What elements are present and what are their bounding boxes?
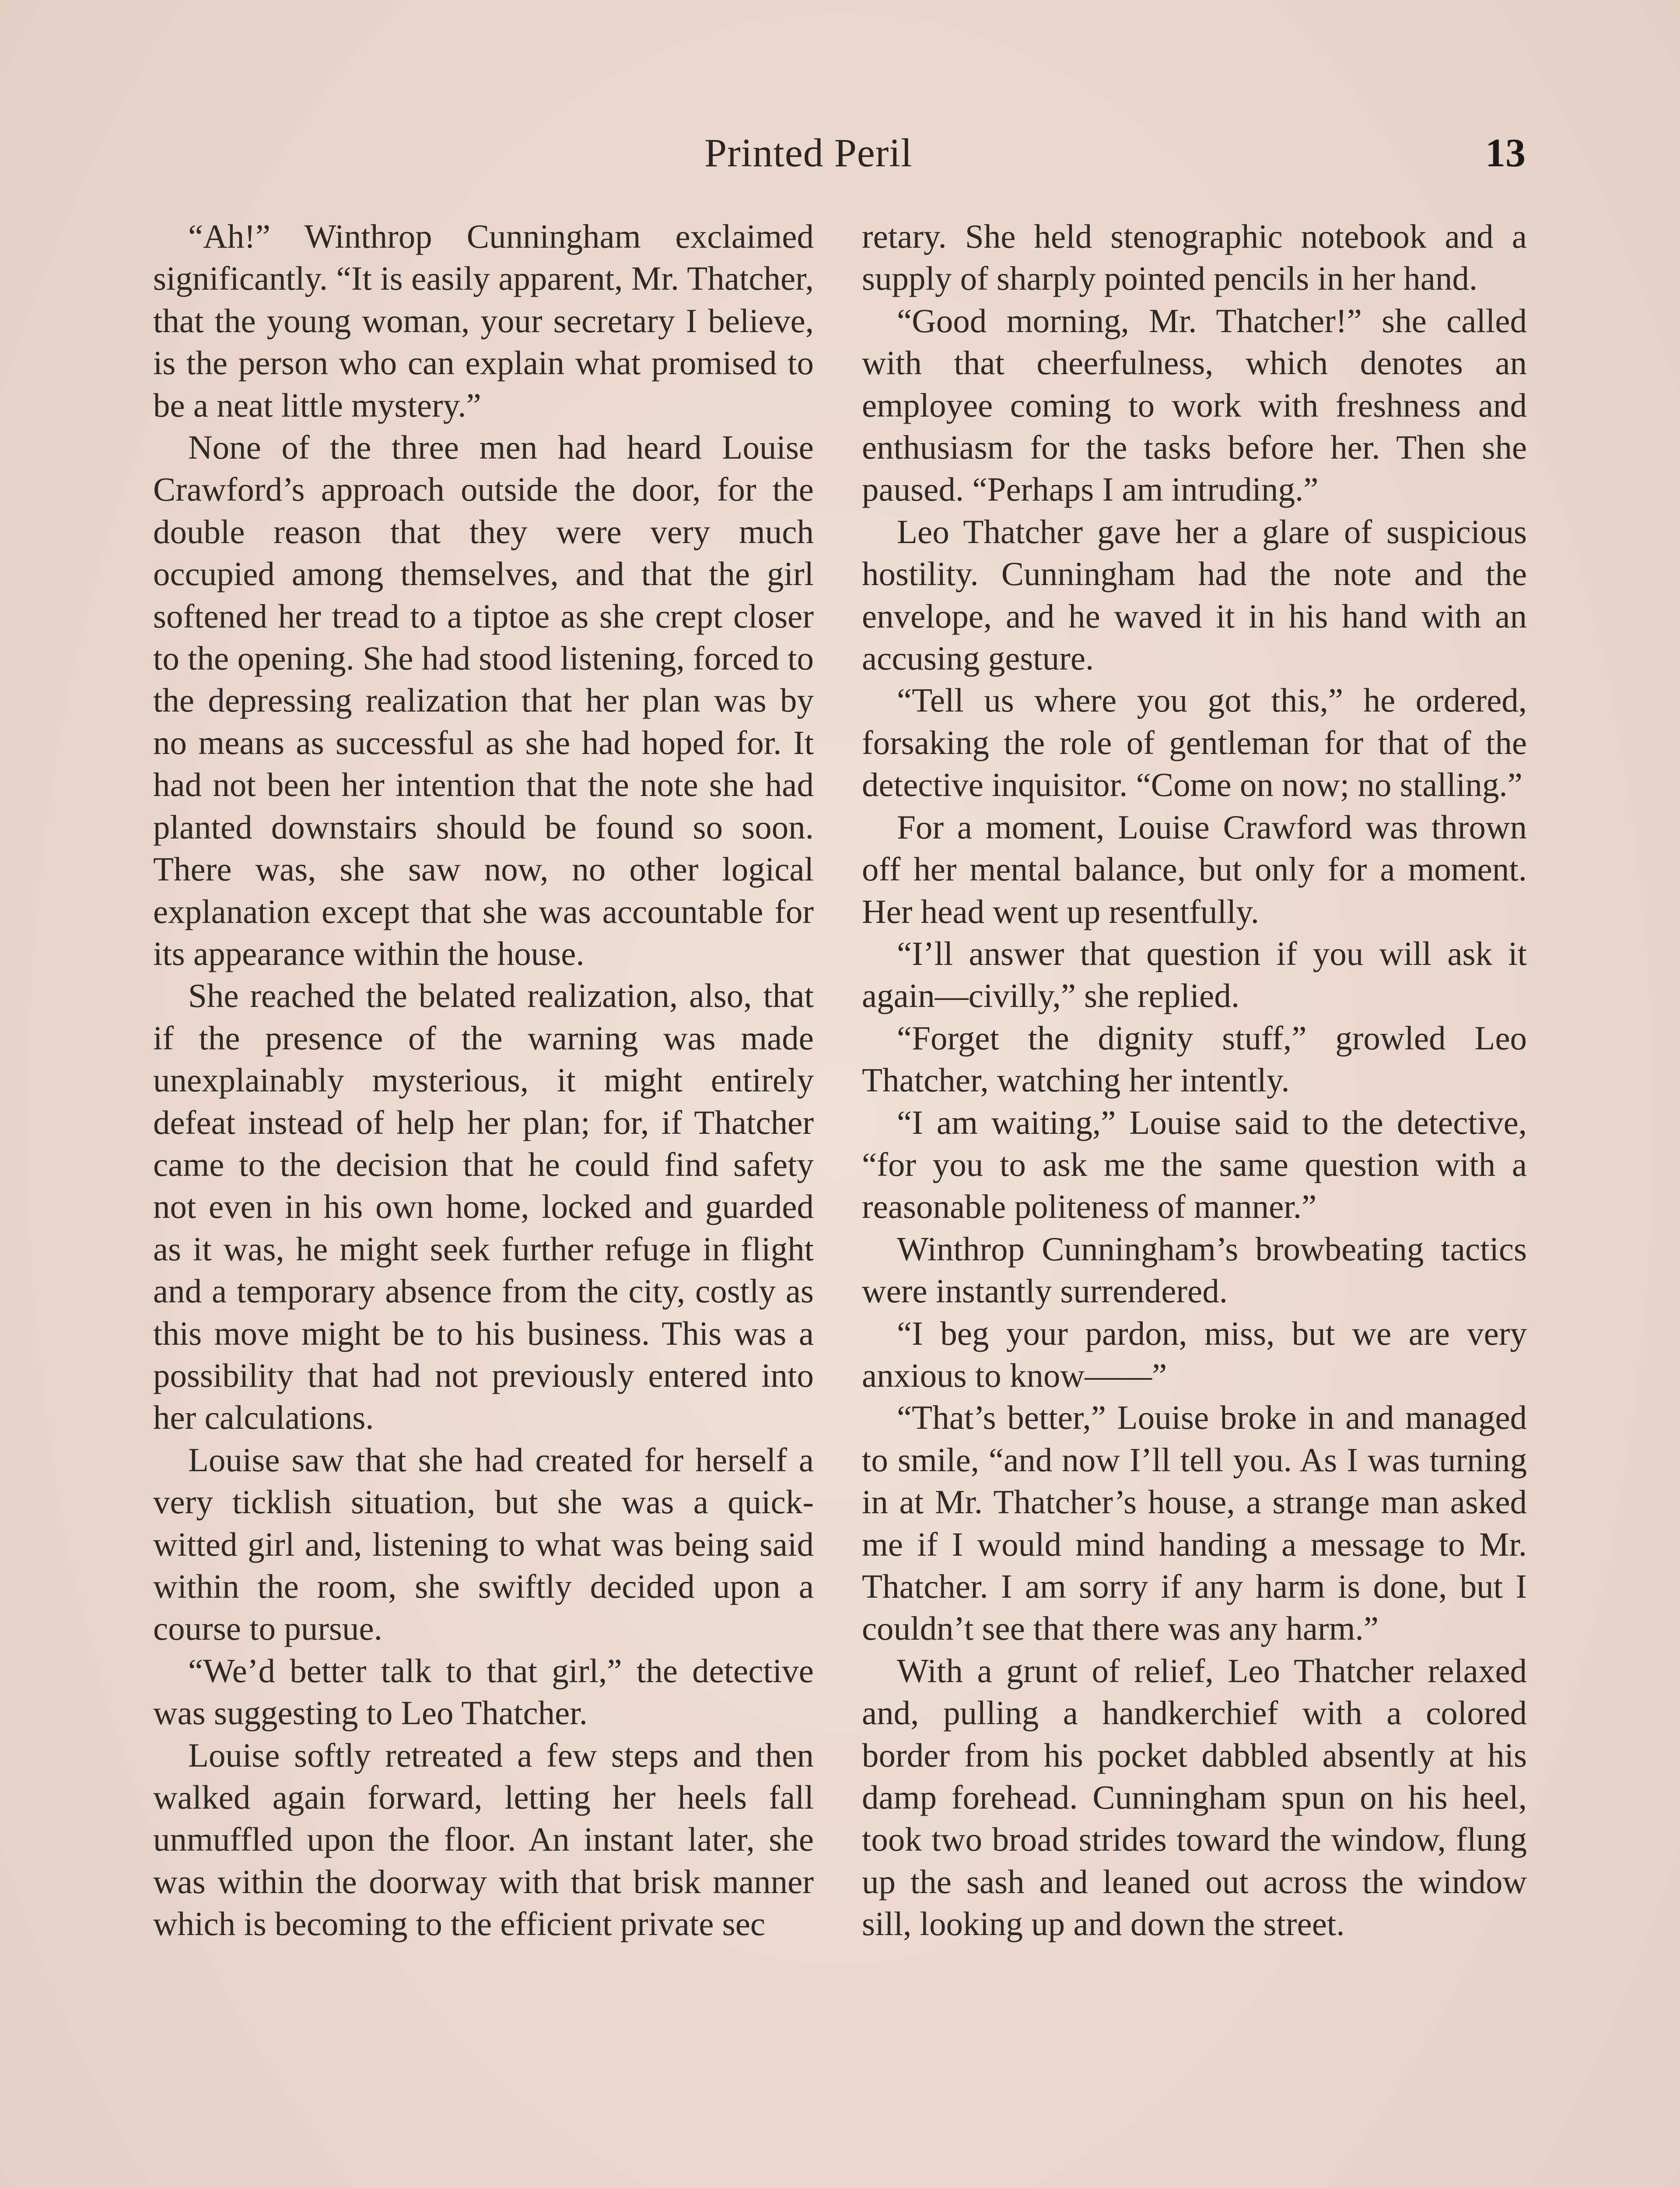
paragraph: “Good morning, Mr. Thatcher!” she called with that cheerfulness, which denotes an employee coming to work with freshness and enthusiasm for the tasks before her. Then she paused. “Perhaps I am intruding.” bbox=[862, 302, 1527, 508]
paragraph: “I am waiting,” Louise said to the detective, “for you to ask me the same question with a reasonable politeness of manner.” bbox=[862, 1103, 1527, 1226]
paragraph: She reached the belated realization, also, that if the presence of the warning was made unexplainably mysterious, it might entirely defeat instead of help her plan; for, if Thatcher came to the decision that he could find safety not even in his own home, locked and guarded as it was, he might seek further refuge in flight and a temporary absence from the city, costly as this move might be to his business. This was a possibility that had not previously entered into her calculations. bbox=[153, 977, 814, 1437]
paragraph: Winthrop Cunningham’s browbeating tactics were instantly surrendered. bbox=[862, 1230, 1527, 1310]
paragraph: Leo Thatcher gave her a glare of suspicious hostility. Cunningham had the note and the envelope, and he waved it in his hand with an accusing gesture. bbox=[862, 512, 1527, 677]
page-header bbox=[0, 130, 1680, 186]
paragraph-continued: retary. She held stenographic notebook and a supply of sharply pointed pencils in her hand. bbox=[862, 217, 1527, 298]
paragraph: None of the three men had heard Louise Crawford’s approach outside the door, for the double reason that they were very much occupied among themselves, and that the girl softened her tread to a tiptoe as she crept closer to the opening. She had stood listening, forced to the depressing realization that her plan was by no means as successful as she had hoped for. It had not been her intention that the note she had planted downstairs should be found so soon. There was, she saw now, no other logical explanation except that she was accountable for its appearance within the house. bbox=[153, 428, 814, 972]
page-number: 13 bbox=[1485, 130, 1526, 175]
left-column bbox=[153, 215, 814, 1945]
paragraph: “Forget the dignity stuff,” growled Leo Thatcher, watching her intently. bbox=[862, 1019, 1527, 1099]
paragraph: “I beg your pardon, miss, but we are very anxious to know——” bbox=[862, 1314, 1527, 1394]
paragraph: With a grunt of relief, Leo Thatcher relaxed and, pulling a handkerchief with a colored border from his pocket dabbled absently at his damp forehead. Cunningham spun on his heel, took two broad strides toward the window, flung up the sash and leaned out across the window sill, looking up and down the street. bbox=[862, 1652, 1527, 1943]
paragraph: “That’s better,” Louise broke in and managed to smile, “and now I’ll tell you. As I was turning in at Mr. Thatcher’s house, a strange man asked me if I would mind handing a message to Mr. Thatcher. I am sorry if any harm is done, but I couldn’t see that there was any harm.” bbox=[862, 1399, 1527, 1648]
running-title: Printed Peril bbox=[704, 130, 913, 175]
paragraph: “I’ll answer that question if you will ask it again—civilly,” she replied. bbox=[862, 934, 1527, 1015]
paragraph: “Tell us where you got this,” he ordered, forsaking the role of gentleman for that of the detective inquisitor. “Come on now; no stalling.” bbox=[862, 681, 1527, 804]
right-column bbox=[862, 215, 1527, 1945]
paragraph: Louise softly retreated a few steps and then walked again forward, letting her heels fall unmuffled upon the floor. An instant later, she was within the doorway with that brisk manner which is becoming to the efficient private sec bbox=[153, 1736, 814, 1943]
paragraph: Louise saw that she had created for herself a very ticklish situation, but she was a quick-witted girl and, listening to what was being said within the room, she swiftly decided upon a course to pursue. bbox=[153, 1441, 814, 1648]
paragraph: “Ah!” Winthrop Cunningham exclaimed significantly. “It is easily apparent, Mr. Thatcher, that the young woman, your secretary I believe, is the person who can explain what promised to be a neat little mystery.” bbox=[153, 217, 814, 424]
paragraph: For a moment, Louise Crawford was thrown off her mental balance, but only for a moment. Her head went up resentfully. bbox=[862, 808, 1527, 930]
paragraph: “We’d better talk to that girl,” the detective was suggesting to Leo Thatcher. bbox=[153, 1652, 814, 1732]
